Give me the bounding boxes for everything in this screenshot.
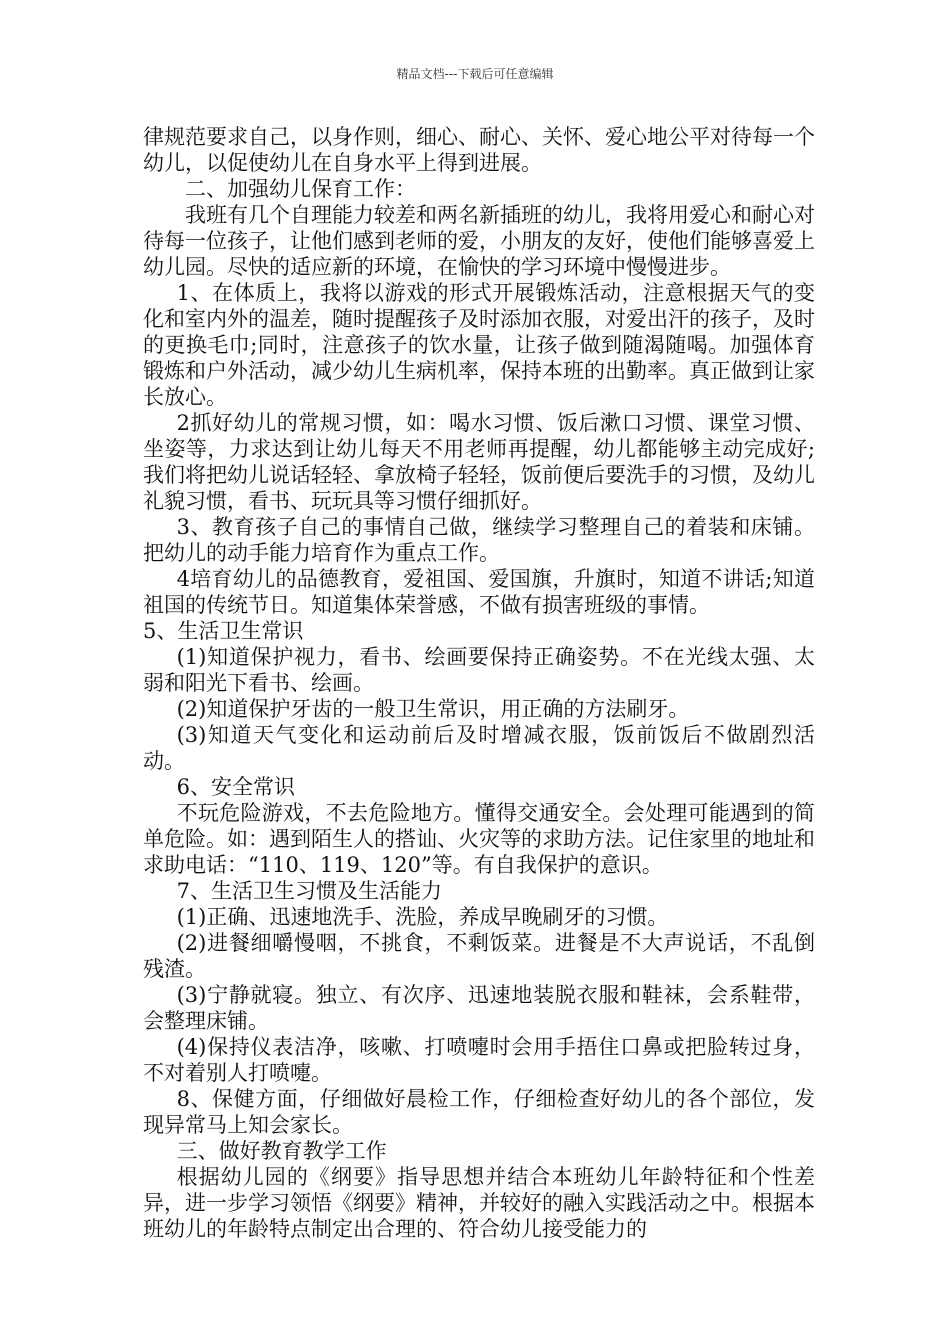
section-heading-3: 三、做好教育教学工作 <box>176 1139 387 1163</box>
sub-item-5-2: (2)知道保护牙齿的一般卫生常识，用正确的方法刷牙。 <box>176 697 690 721</box>
section-heading-2: 二、加强幼儿保育工作： <box>185 177 416 201</box>
list-item-8: 8、保健方面，仔细做好晨检工作，仔细检查好幼儿的各个部位，发现异常马上知会家长。 <box>143 1087 815 1137</box>
sub-item-7-2: (2)进餐细嚼慢咽，不挑食，不剩饭菜。进餐是不大声说话，不乱倒残渣。 <box>143 931 815 981</box>
paragraph-safety: 不玩危险游戏，不去危险地方。懂得交通安全。会处理可能遇到的简单危险。如：遇到陌生人的搭讪、火灾等的求助方法。记住家里的地址和求助电话：“110、119、120”等。有自我保护的意识。 <box>143 801 815 877</box>
list-item-6-heading: 6、安全常识 <box>176 775 295 799</box>
paragraph-1: 律规范要求自己，以身作则，细心、耐心、关怀、爱心地公平对待每一个幼儿，以促使幼儿在自身水平上得到进展。 <box>143 125 815 175</box>
list-item-5-heading: 5、生活卫生常识 <box>143 619 304 643</box>
sub-item-5-3: (3)知道天气变化和运动前后及时增减衣服，饭前饭后不做剧烈活动。 <box>143 723 815 773</box>
list-item-1: 1、在体质上，我将以游戏的形式开展锻炼活动，注意根据天气的变化和室内外的温差，随时提醒孩子及时添加衣服，对爱出汗的孩子，及时的更换毛巾;同时，注意孩子的饮水量，让孩子做到随渴随喝。加强体育锻炼和户外活动，减少幼儿生病机率，保持本班的出勤率。真正做到让家长放心。 <box>143 281 815 409</box>
sub-item-7-3: (3)宁静就寝。独立、有次序、迅速地装脱衣服和鞋袜，会系鞋带，会整理床铺。 <box>143 983 815 1033</box>
list-item-3: 3、教育孩子自己的事情自己做，继续学习整理自己的着装和床铺。把幼儿的动手能力培育作为重点工作。 <box>143 515 815 565</box>
page-header: 精品文档---下载后可任意编辑 <box>396 67 554 81</box>
paragraph-3: 我班有几个自理能力较差和两名新插班的幼儿，我将用爱心和耐心对待每一位孩子，让他们感到老师的爱，小朋友的友好，使他们能够喜爱上幼儿园。尽快的适应新的环境，在愉快的学习环境中慢慢进步。 <box>143 203 815 279</box>
sub-item-7-1: (1)正确、迅速地洗手、洗脸，养成早晚刷牙的习惯。 <box>176 905 669 929</box>
document-body <box>143 124 815 1242</box>
list-item-2: 2抓好幼儿的常规习惯，如：喝水习惯、饭后漱口习惯、课堂习惯、坐姿等，力求达到让幼儿每天不用老师再提醒，幼儿都能够主动完成好;我们将把幼儿说话轻轻、拿放椅子轻轻，饭前便后要洗手的习惯，及幼儿礼貌习惯，看书、玩玩具等习惯仔细抓好。 <box>143 411 815 513</box>
paragraph-teaching: 根据幼儿园的《纲要》指导思想并结合本班幼儿年龄特征和个性差异，进一步学习领悟《纲要》精神，并较好的融入实践活动之中。根据本班幼儿的年龄特点制定出合理的、符合幼儿接受能力的 <box>143 1165 815 1241</box>
sub-item-7-4: (4)保持仪表洁净，咳嗽、打喷嚏时会用手捂住口鼻或把脸转过身，不对着别人打喷嚏。 <box>143 1035 815 1085</box>
list-item-7-heading: 7、生活卫生习惯及生活能力 <box>176 879 442 903</box>
list-item-4: 4培育幼儿的品德教育，爱祖国、爱国旗，升旗时，知道不讲话;知道祖国的传统节日。知道集体荣誉感，不做有损害班级的事情。 <box>143 567 815 617</box>
sub-item-5-1: (1)知道保护视力，看书、绘画要保持正确姿势。不在光线太强、太弱和阳光下看书、绘画。 <box>143 645 815 695</box>
